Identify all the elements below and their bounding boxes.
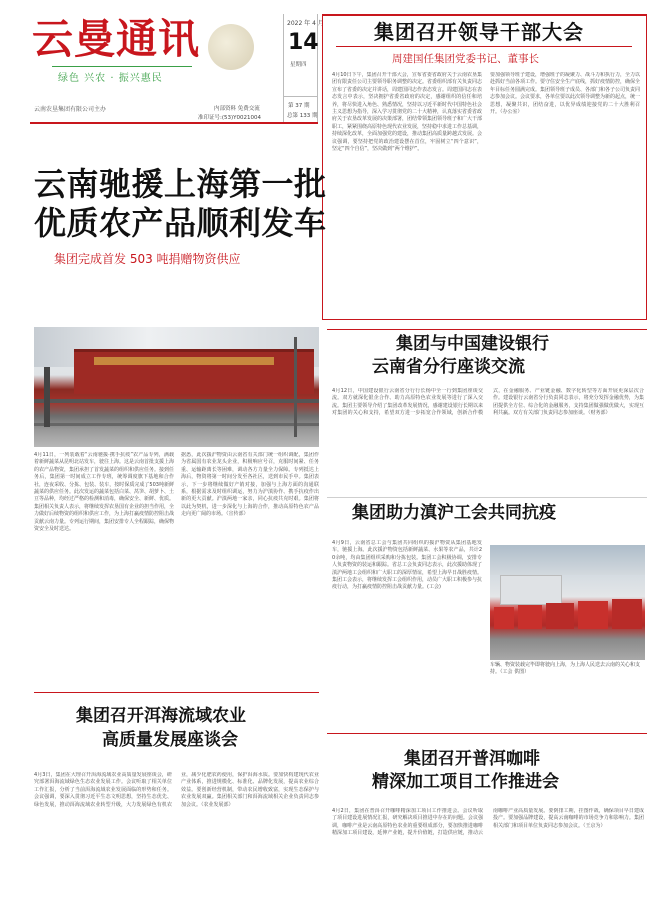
publisher: 云南农垦集团有限公司主办 — [34, 106, 107, 113]
coffee-headline-line1: 集团召开普洱咖啡 — [404, 749, 540, 769]
top-story-subhead: 周建国任集团党委书记、董事长 — [392, 53, 539, 65]
slogan: 绿色 兴农 · 振兴惠民 — [58, 73, 163, 84]
trucks-top-rule — [327, 497, 647, 498]
top-story-body-col2: 要加强领导班子建设，增强班子的凝聚力、战斗力和执行力，全力以赴抓好当前各项工作。要守住安全生产底线，抓好疫情防控，确保全年目标任务圆满完成。集团领导班子成员、各部门和各子公司负责同志参加会议。会议要求，各单位要以此次领导调整为新的起点，统一思想，凝聚共识，团结奋进，以优异成绩迎接党的二十大胜利召开。（办公室） — [490, 72, 640, 116]
trucks-photo — [490, 545, 645, 660]
coffee-body: 4月2日，集团在普洱召开咖啡精深加工项目工作推进会。会议听取了项目建设进展情况汇报，研究解决项目推进中存在的问题。会议强调，咖啡产业是云南高原特色农业的重要组成部分，要加快推进咖啡精深加工项目建设，延伸产业链，提升价值链，打造供应链，推动云南咖啡产业高质量发展。要倒排工期，挂图作战，确保项目早日建成投产。要加强品牌建设，提高云南咖啡的市场竞争力和影响力。集团相关部门和项目单位负责同志参加会议。（王京为） — [332, 808, 644, 837]
lead-subhead: 集团完成首发 503 吨捐赠物资供应 — [54, 252, 241, 266]
date-day: 14 — [288, 30, 319, 55]
issue-number: 第 37 期 — [288, 103, 310, 109]
newspaper-title: 云曼通讯 — [32, 15, 200, 63]
trucks-body: 4月9日，云南省总工会与集团共同组织的援沪物资从集团基地发车，驰援上海。此次援沪物资包括新鲜蔬菜、水果等农产品，共计20余吨，均由集团组织采购和分拣包装。集团工会积极协调，安排专人负责物资的装运和跟踪。省总工会负责同志表示，此次援助体现了滇沪两地工会组织和广大职工的深厚情谊，希望上海早日战胜疫情。集团工会表示，将继续发挥工会组织作用，动员广大职工积极参与抗疫行动，为打赢疫情防控阻击战贡献力量。(工会) — [332, 540, 482, 591]
erhai-headline-line2: 高质量发展座谈会 — [102, 730, 238, 750]
date-divider — [284, 96, 317, 97]
top-story-top-rule — [322, 14, 647, 16]
trucks-headline: 集团助力滇沪工会共同抗疫 — [352, 503, 556, 523]
slogan-rule — [52, 66, 192, 67]
erhai-body: 4月3日，集团在大理召开洱海流域农业高质量发展座谈会，研究部署洱海流域绿色生态农业发展工作。会议听取了相关单位工作汇报，分析了当前洱海流域农业发展面临的形势和任务。会议强调，要深入贯彻习近平生态文明思想，坚持生态优先、绿色发展，推动洱海流域农业转型升级，大力发展绿色有机农业，减少化肥农药使用，保护洱海水质。要加快构建现代农业产业体系，推进规模化、标准化、品牌化发展，提高农业综合效益。要创新经营机制，带动农民增收致富，实现生态保护与农业发展双赢。集团相关部门和洱海流域相关企业负责同志参加会议。（农业发展部） — [34, 772, 319, 808]
emblem-watermark — [208, 24, 254, 70]
lead-headline-line2: 优质农产品顺利发车 — [34, 204, 327, 242]
trucks-bottom-rule — [327, 733, 647, 734]
trucks-photo-caption: 车辆、物资装载完毕即将驶向上海，为上海人民送去云南的关心和支持。（工会 供图） — [490, 662, 641, 675]
date-line: 2022 年 4 月 — [287, 20, 324, 27]
erhai-headline-line1: 集团召开洱海流域农业 — [76, 706, 246, 726]
lead-body-col2: 据悉，此次援沪物资由云南省有关部门统一组织调配，集团作为省属国有农业龙头企业，积极响应号召，克服时间紧、任务重、运输距离长等困难，调动各方力量全力保障。专列抵达上海后，物资将第一时间分发至各社区，送到市民手中。集团表示，下一步将继续做好产销对接，加强与上海方面的沟通联系，根据需求及时组织调运，努力为沪滇协作、携手抗疫作出新的更大贡献。沪滇两地一家亲，同心抗疫共克时艰。集团将以此为契机，进一步深化与上海的合作，推动高原特色农产品走向更广阔的市场。（宣传部） — [181, 452, 319, 518]
top-story-head-rule — [336, 46, 632, 47]
top-story-headline: 集团召开领导干部大会 — [374, 20, 584, 44]
permit-number: 准印证号:(53)Y0021004 — [198, 115, 261, 121]
ccb-headline-line1: 集团与中国建设银行 — [396, 334, 549, 354]
lead-headline-line1: 云南驰援上海第一批 — [34, 165, 327, 203]
lead-photo-train — [34, 327, 319, 447]
masthead-rule — [30, 122, 318, 124]
ccb-top-rule — [327, 329, 647, 330]
ccb-body: 4月12日，中国建设银行云南省分行行长杨中全一行到集团座谈交流。双方就深化银企合作、助力高原特色农业发展等进行了深入交流。集团主要领导介绍了集团改革发展情况，感谢建设银行长期以来对集团的关心和支持，希望双方进一步拓宽合作领域，创新合作模式，在金融服务、产业链金融、数字化转型等方面开展更深层次合作。建设银行云南省分行负责同志表示，将充分发挥金融优势，为集团提供全方位、综合化的金融服务，支持集团做强做优做大，实现互利共赢。双方有关部门负责同志参加座谈。（财务部） — [332, 388, 644, 417]
total-issue-number: 总第 133 期 — [287, 113, 318, 119]
lead-bottom-rule — [34, 692, 319, 693]
date-box — [283, 14, 324, 122]
lead-body-col1: 4月11日，一列装载着“云南驰援·携手抗疫”农产品专列，满载着新鲜蔬菜从昆明北站发车，驶往上海。这是云南首批支援上海的农产品物资，集团承担了首发蔬菜的组织和供应任务。接到任务后，集团第一时间成立工作专班，统筹调度旗下基地和合作社，连夜采收、分拣、包装、装车，按时保质完成了503吨新鲜蔬菜的供应任务。此次发运的蔬菜包括白菜、莴笋、胡萝卜、土豆等品种，均经过严格的检测和消毒，确保安全、新鲜、优质。集团相关负责人表示，将继续发挥农垦国有企业的担当作用，全力做好后续物资的组织和供应工作，为上海打赢疫情防控阻击战贡献云南力量。专列运行期间，集团安排专人全程跟踪，确保物资安全及时送达。 — [34, 452, 174, 533]
weekday: 星期四 — [290, 62, 307, 68]
internal-note: 内部资料 免费交流 — [214, 106, 260, 112]
coffee-headline-line2: 精深加工项目工作推进会 — [372, 772, 559, 792]
ccb-headline-line2: 云南省分行座谈交流 — [372, 357, 525, 377]
top-story-body-col1: 4月10日下午，集团召开干部大会，宣布省委省政府关于云南农垦集团有限责任公司主要领导职务调整的决定。省委组织部有关负责同志宣布了省委的决定并讲话，周建国同志作表态发言。周建国同志在表态发言中表示，坚决拥护省委省政府的决定，感谢组织的信任和培养，将尽快进入角色、熟悉情况，坚持以习近平新时代中国特色社会主义思想为指导，深入学习贯彻党的二十大精神，认真落实省委省政府关于农垦改革发展的决策部署，团结带领集团领导班子和广大干部职工，紧紧围绕高原特色现代农业发展，坚持稳中求进工作总基调，持续深化改革，全面加强党的建设，推动集团高质量跨越式发展。会议强调，要坚持把党的政治建设摆在首位，牢固树立“四个意识”，坚定“四个自信”，坚决做到“两个维护”。 — [332, 72, 482, 153]
